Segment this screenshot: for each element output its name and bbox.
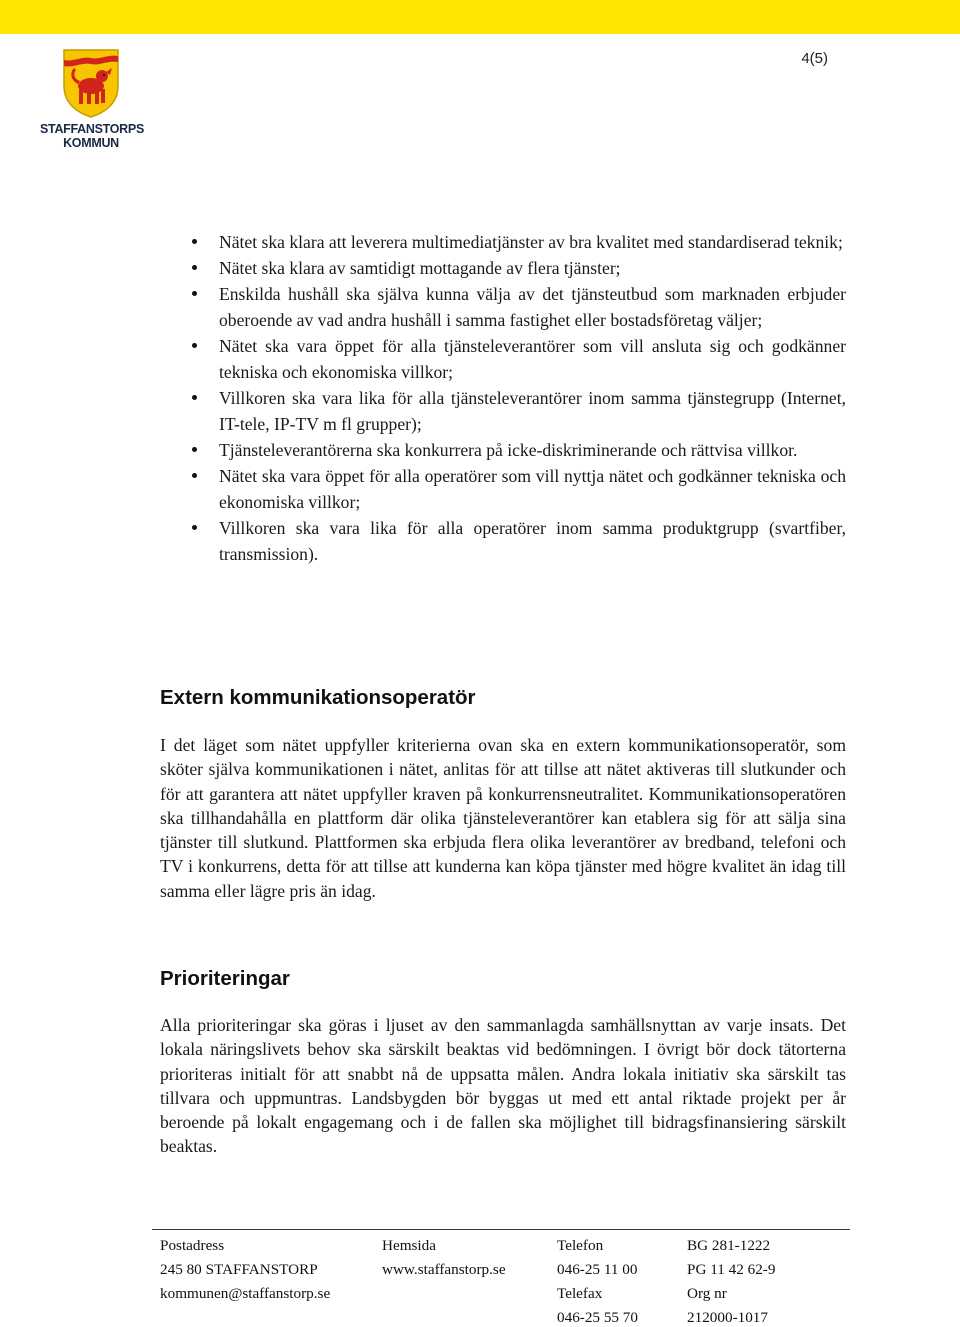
logo-text-line1: STAFFANSTORPS	[40, 122, 144, 136]
list-item-text: Nätet ska klara att leverera multimediatjänster av bra kvalitet med standardiserad teknik;	[219, 232, 843, 252]
bullet-icon	[192, 395, 197, 400]
list-item	[188, 463, 846, 515]
footer-telefax-value: 046-25 55 70	[557, 1309, 638, 1326]
top-yellow-band	[0, 0, 960, 34]
section-body-prioriteringar: Alla prioriteringar ska göras i ljuset av den sammanlagda samhällsnyttan av varje insats. Det lokala näringslivets behov ska särskilt beaktas vid bedömningen. I övrigt bör dock tätorterna prioriteras initialt för att snabbt nå de uppsatta målen. Andra lokala initiativ ska särskilt tas tillvara och uppmuntras. Landsbygden bör byggas ut med ett antal riktade projekt per år beroende på lokalt engagemang och i de fallen ska möjlighet till bidragsfinansiering särskilt beaktas.	[160, 1015, 846, 1157]
list-item	[188, 515, 846, 567]
list-item	[188, 385, 846, 437]
requirements-list	[188, 229, 846, 567]
list-item-text: Nätet ska vara öppet för alla tjänsteleverantörer som vill ansluta sig och godkänner tekniska och ekonomiska villkor;	[219, 336, 846, 382]
page-number: 4(5)	[801, 50, 828, 67]
section-heading-extern: Extern kommunikationsoperatör	[160, 686, 476, 709]
list-item	[188, 437, 846, 463]
bullet-icon	[192, 473, 197, 478]
list-item-text: Nätet ska klara av samtidigt mottagande av flera tjänster;	[219, 258, 621, 278]
footer-postadress-label: Postadress	[160, 1237, 225, 1254]
list-item-text: Enskilda hushåll ska själva kunna välja av det tjänsteutbud som marknaden erbjuder oberoende av vad andra hushåll i samma fastighet eller bostadsföretag väljer;	[219, 284, 846, 330]
logo-text-line2: KOMMUN	[63, 136, 119, 150]
bullet-icon	[192, 265, 197, 270]
list-item	[188, 333, 846, 385]
coat-of-arms-icon	[62, 48, 120, 118]
section-body-extern: I det läget som nätet uppfyller kriterierna ovan ska en extern kommunikationsoperatör, som sköter själva kommunikationen i nätet, anlitas för att tillse att nätet aktiveras till slutkunder och för att garantera att nätet uppfyller kraven på konkurrensneutralitet. Kommunikationsoperatören ska tillhandahålla en plattform där olika tjänsteleverantörer kan etablera sig för att sälja sina tjänster till slutkund. Plattformen ska erbjuda flera olika leverantörer av bredband, telefoni och TV i konkurrens, detta för att tillse att kunderna kan köpa tjänster med högre kvalitet än idag till samma eller lägre pris än idag.	[160, 735, 846, 901]
footer-telefax-label: Telefax	[557, 1285, 603, 1302]
bullet-icon	[192, 239, 197, 244]
footer-email: kommunen@staffanstorp.se	[160, 1285, 331, 1302]
footer-telefon-label: Telefon	[557, 1237, 604, 1254]
footer	[160, 1235, 850, 1327]
list-item-text: Villkoren ska vara lika för alla operatörer inom samma produktgrupp (svartfiber, transmission).	[219, 518, 846, 564]
bullet-icon	[192, 447, 197, 452]
footer-plusgiro: PG 11 42 62-9	[687, 1261, 776, 1278]
bullet-icon	[192, 343, 197, 348]
list-item-text: Tjänsteleverantörerna ska konkurrera på icke-diskriminerande och rättvisa villkor.	[219, 440, 798, 460]
footer-orgnr-value: 212000-1017	[687, 1309, 768, 1326]
footer-telefon-value: 046-25 11 00	[557, 1261, 638, 1278]
list-item	[188, 229, 846, 255]
list-item	[188, 255, 846, 281]
list-item-text: Villkoren ska vara lika för alla tjänsteleverantörer inom samma tjänstegrupp (Internet, IT-tele, IP-TV m fl grupper);	[219, 388, 846, 434]
bullet-icon	[192, 291, 197, 296]
list-item	[188, 281, 846, 333]
section-heading-prioriteringar: Prioriteringar	[160, 967, 290, 990]
footer-postadress-line1: 245 80 STAFFANSTORP	[160, 1261, 318, 1278]
footer-orgnr-label: Org nr	[687, 1285, 727, 1302]
bullet-icon	[192, 525, 197, 530]
municipality-logo	[40, 48, 142, 150]
list-item-text: Nätet ska vara öppet för alla operatörer som vill nyttja nätet och godkänner tekniska och ekonomiska villkor;	[219, 466, 846, 512]
footer-hemsida-label: Hemsida	[382, 1237, 436, 1254]
footer-bankgiro: BG 281-1222	[687, 1237, 771, 1254]
footer-divider	[152, 1229, 850, 1230]
footer-hemsida-value: www.staffanstorp.se	[382, 1261, 506, 1278]
